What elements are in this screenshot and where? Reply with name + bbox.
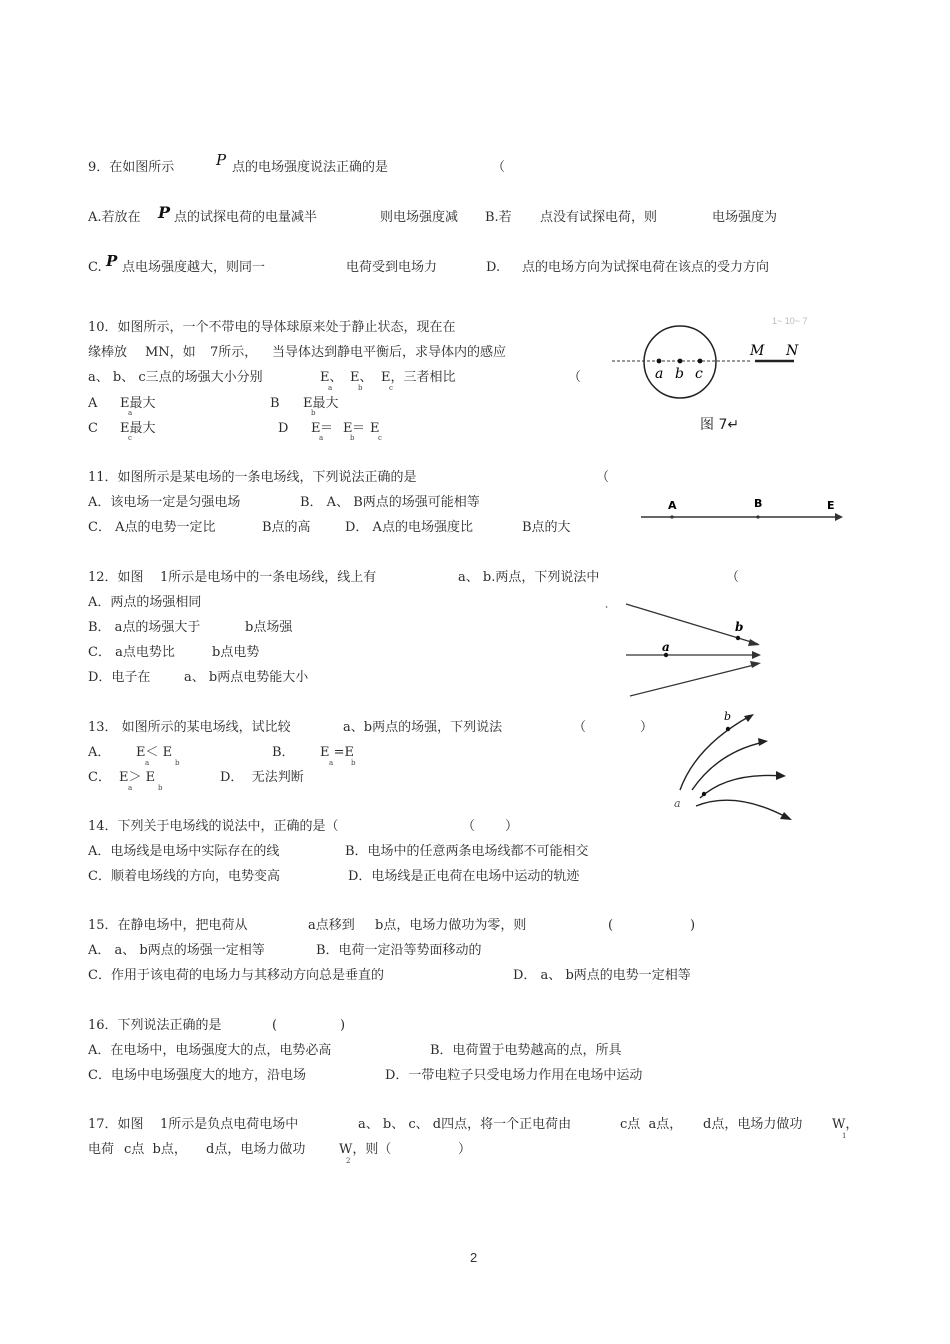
q14-paren-l: （ [462, 819, 476, 834]
fig-label-b: b [675, 366, 684, 382]
q9-stem: 9．在如图所示 [88, 160, 175, 175]
q16-stem: 16．下列说法正确的是 [88, 1018, 222, 1033]
subscript-b: b [175, 759, 180, 767]
q12-option-d: D．电子在 [88, 670, 151, 685]
q11-paren: （ [596, 470, 610, 485]
q14-option-a: A．电场线是电场中实际存在的线 [88, 844, 280, 859]
figure-caption: 图 7↵ [700, 417, 740, 433]
q16-paren-r: ) [340, 1018, 346, 1033]
fig-label-b: b [735, 620, 744, 634]
q10-option-a-text: E最大 [120, 396, 156, 411]
q16-option-d: D．一带电粒子只受电场力作用在电场中运动 [385, 1068, 643, 1083]
subscript-b: b [158, 784, 163, 792]
q13-option-d: D． 无法判断 [220, 770, 304, 785]
q17-stem-cont3: c点 a点， [620, 1117, 683, 1132]
page-number: 2 [470, 1250, 478, 1265]
q9-option-c-end: 电荷受到电场力 [346, 260, 438, 275]
q11-stem: 11．如图所示是某电场的一条电场线，下列说法正确的是 [88, 470, 417, 485]
q10-stem-line2b: MN，如 [145, 345, 196, 360]
q11-option-c-end: B点的高 [262, 520, 311, 535]
q10-option-b: B [270, 396, 280, 411]
q14-option-c: C．顺着电场线的方向，电势变高 [88, 869, 280, 884]
q12-option-c: C． a点电势比 [88, 645, 175, 660]
q13-stem: 13． 如图所示的某电场线，试比较 [88, 720, 291, 735]
q13-option-c-text: E＞ E [119, 770, 156, 785]
fig-label-m: M [750, 343, 765, 359]
q15-option-a: A． a、 b两点的场强一定相等 [88, 943, 265, 958]
q16-option-a: A．在电场中，电场强度大的点，电势必高 [88, 1043, 332, 1058]
q17-stem-cont4: d点，电场力做功 [703, 1117, 803, 1132]
q10-option-d-ec: E [370, 421, 380, 436]
subscript-b: b [350, 434, 355, 442]
q12-paren: （ [726, 570, 740, 585]
q14-paren-r: ） [505, 819, 519, 834]
q15-option-d: D． a、 b两点的电势一定相等 [513, 968, 691, 983]
q9-option-c-cont: 点电场强度越大，则同一 [122, 260, 266, 275]
q15-paren-r: ) [690, 918, 696, 933]
figure-curved-field-lines [666, 706, 796, 826]
figure-7-sphere [612, 306, 812, 436]
subscript-1: 1 [842, 1132, 847, 1140]
q9-option-a-cont: 点的试探电荷的电量减半 [174, 210, 318, 225]
p-symbol: P [216, 151, 227, 169]
q17-line2c: d点，电场力做功 [206, 1142, 306, 1157]
q12-option-b-end: b点场强 [245, 620, 293, 635]
subscript-a: a [328, 384, 333, 392]
q17-stem: 17．如图 [88, 1117, 144, 1132]
fig-label-e: E [827, 499, 835, 512]
fig-label-a: A [668, 499, 677, 512]
q10-stem-line3: a、 b、 c三点的场强大小分别 [88, 370, 263, 385]
fig-label-a: a [662, 640, 670, 654]
q17-line2b: c点 b点， [124, 1142, 187, 1157]
q15-option-b: B．电荷一定沿等势面移动的 [316, 943, 482, 958]
q17-line2: 电荷 [88, 1142, 115, 1157]
p-symbol: P [106, 252, 118, 270]
q17-stem-cont2: a、 b、 c、 d四点，将一个正电荷由 [358, 1117, 572, 1132]
q10-stem-line2d: 当导体达到静电平衡后，求导体内的感应 [272, 345, 507, 360]
q16-paren-l: ( [272, 1018, 278, 1033]
q10-option-d: D [278, 421, 289, 436]
q10-option-d-eq1: ＝ [320, 421, 334, 436]
subscript-c: c [128, 434, 132, 442]
q9-option-b-end: 电场强度为 [712, 210, 778, 225]
q15-stem: 15．在静电场中，把电荷从 [88, 918, 248, 933]
q10-stem-line2c: 7所示， [210, 345, 258, 360]
q17-w1: W， [832, 1117, 859, 1132]
fig-label-b: B [754, 497, 763, 510]
figure-top-text: 1~ 10~ 7 [772, 316, 808, 326]
p-symbol: P [158, 203, 171, 222]
q15-stem-cont: a点移到 [308, 918, 355, 933]
q10-stem: 10．如图所示，一个不带电的导体球原来处于静止状态，现在在 [88, 320, 456, 335]
subscript-a: a [145, 759, 150, 767]
q10-option-c: C [88, 421, 98, 436]
q12-option-a: A．两点的场强相同 [88, 595, 202, 610]
q10-paren: （ [568, 370, 582, 385]
fig-label-n: N [786, 343, 799, 359]
q10-ec: E，三者相比 [381, 370, 456, 385]
q10-option-d-ea: E [311, 421, 321, 436]
q10-stem-line2: 缘棒放 [88, 345, 128, 360]
q17-w2: W，则（ [339, 1142, 392, 1157]
q10-option-a: A [88, 396, 98, 411]
q10-ea: E、 [320, 370, 343, 385]
q9-option-d: D. [486, 260, 501, 275]
q9-option-b-cont: 点没有试探电荷，则 [540, 210, 658, 225]
q13-option-a: A． [88, 745, 111, 760]
subscript-a: a [329, 759, 334, 767]
fig-label-a: a [655, 366, 664, 382]
q12-stem-cont2: a、 b.两点，下列说法中 [458, 570, 600, 585]
subscript-c: c [389, 384, 393, 392]
q14-option-b: B．电场中的任意两条电场线都不可能相交 [345, 844, 589, 859]
subscript-c: c [378, 434, 382, 442]
q12-option-c-end: b点电势 [212, 645, 260, 660]
q14-option-d: D．电场线是正电荷在电场中运动的轨迹 [348, 869, 580, 884]
q10-option-b-text: E最大 [303, 396, 339, 411]
q9-paren: （ [492, 160, 506, 175]
q15-paren-l: ( [608, 918, 614, 933]
subscript-b: b [351, 759, 356, 767]
q16-option-c: C．电场中电场强度大的地方，沿电场 [88, 1068, 306, 1083]
q9-option-d-cont: 点的电场方向为试探电荷在该点的受力方向 [522, 260, 770, 275]
q10-option-c-text: E最大 [120, 421, 156, 436]
q13-option-b: B． [272, 745, 295, 760]
q9-option-a: A.若放在 [88, 210, 141, 225]
figure-electric-field-line [636, 492, 850, 528]
q12-option-b: B． a点的场强大于 [88, 620, 201, 635]
fig-label-a: a [674, 797, 681, 810]
q13-option-a-text: E＜ E [136, 745, 173, 760]
q16-option-b: B．电荷置于电势越高的点，所具 [430, 1043, 622, 1058]
subscript-a: a [319, 434, 324, 442]
figure-field-lines-converging [606, 598, 776, 702]
q17-paren-r: ） [458, 1142, 472, 1157]
q9-option-a-end: 则电场强度减 [380, 210, 459, 225]
q11-option-d-end: B点的大 [522, 520, 571, 535]
subscript-b: b [358, 384, 363, 392]
q11-option-d: D． A点的电场强度比 [345, 520, 473, 535]
subscript-b: b [311, 409, 316, 417]
q15-stem-cont2: b点，电场力做功为零，则 [375, 918, 527, 933]
fig-label-b: b [724, 710, 732, 723]
fig-label-c: c [695, 366, 703, 382]
q14-stem: 14．下列关于电场线的说法中，正确的是（ [88, 819, 339, 834]
q13-paren-l: （ [573, 720, 587, 735]
q9-option-c: C. [88, 260, 102, 275]
q10-option-d-eb: E [343, 421, 353, 436]
q11-option-b: B． A、 B两点的场强可能相等 [300, 495, 480, 510]
q13-option-c: C． [88, 770, 111, 785]
q13-stem-cont: a、b两点的场强，下列说法 [343, 720, 503, 735]
q9-stem-cont: 点的电场强度说法正确的是 [232, 160, 389, 175]
q12-option-d-end: a、 b两点电势能大小 [184, 670, 309, 685]
q13-option-b-text: E =E [320, 745, 355, 760]
q9-option-b: B.若 [485, 210, 512, 225]
q10-eb: E、 [350, 370, 373, 385]
subscript-a: a [128, 784, 133, 792]
q11-option-c: C． A点的电势一定比 [88, 520, 216, 535]
q15-option-c: C．作用于该电荷的电场力与其移动方向总是垂直的 [88, 968, 384, 983]
q11-option-a: A．该电场一定是匀强电场 [88, 495, 241, 510]
q12-stem: 12．如图 [88, 570, 144, 585]
subscript-2: 2 [346, 1157, 351, 1165]
q13-paren-r: ） [640, 720, 654, 735]
q10-option-d-eq2: ＝ [352, 421, 366, 436]
subscript-a: a [128, 409, 133, 417]
q12-stem-cont: 1所示是电场中的一条电场线，线上有 [160, 570, 377, 585]
q17-stem-cont: 1所示是负点电荷电场中 [160, 1117, 299, 1132]
